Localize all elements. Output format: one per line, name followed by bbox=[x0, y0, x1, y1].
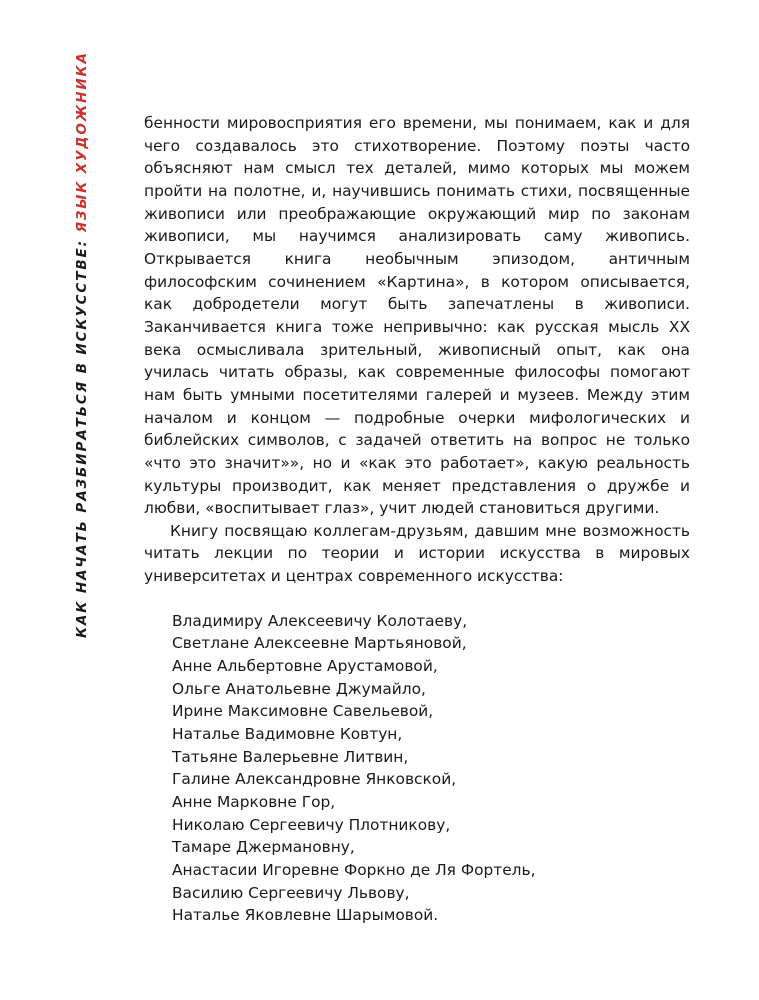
dedication-list-item: Ольге Анатольевне Джумайло, bbox=[172, 679, 426, 698]
dedication-list-item: Анне Марковне Гор, bbox=[172, 793, 336, 812]
dedication-list-item: Василию Сергеевичу Львову, bbox=[172, 883, 410, 902]
dedication-list-item: Татьяне Валерьевне Литвин, bbox=[172, 747, 409, 766]
paragraph-intro-continuation: бенности мировосприятия его времени, мы понимаем, как и для чего создавалось это стихотворение. Поэтому поэты часто объясняют нам смысл тех деталей, мимо которых мы можем пройти на полотне, и, научившись понимать стихи, посвященные живописи или преображающие окружающий мир по законам живописи, мы научимся анализировать саму живопись. Открывается книга необычным эпизодом, античным философским сочинением «Картина», в котором описывается, как добродетели могут быть запечатлены в живописи. Заканчивается книга тоже непривычно: как русская мысль XX века осмысливала зрительный, живописный опыт, как она училась читать образы, как современные философы помогают нам быть умными посетителями галерей и музеев. Между этим началом и концом — подробные очерки мифологических и библейских символов, с задачей ответить на вопрос не только «что это значит»», но и «как это работает», какую реальность культуры производит, как меняет представления о дружбе и любви, «воспитывает глаз», учит людей становиться другими. bbox=[144, 114, 690, 518]
dedication-list-item: Анне Альбертовне Арустамовой, bbox=[172, 657, 438, 676]
paragraph-dedication-intro: Книгу посвящаю коллегам-друзьям, давшим мне возможность читать лекции по теории и истории искусства в мировых университетах и центрах современного искусства: bbox=[144, 521, 690, 586]
dedication-list-item: Галине Александровне Янковской, bbox=[172, 770, 457, 789]
dedication-list bbox=[172, 610, 690, 927]
running-head bbox=[72, 51, 92, 638]
dedication-list-item: Владимиру Алексеевичу Колотаеву, bbox=[172, 611, 468, 630]
running-head-book-title: ЯЗЫК ХУДОЖНИКА bbox=[74, 51, 90, 233]
dedication-list-item: Анастасии Игоревне Форкно де Ля Фортель, bbox=[172, 861, 536, 879]
dedication-list-item: Наталье Вадимовне Ковтун, bbox=[172, 725, 403, 744]
dedication-list-item: Наталье Яковлевне Шарымовой. bbox=[172, 906, 439, 925]
dedication-list-item: Николаю Сергеевичу Плотникову, bbox=[172, 815, 451, 834]
running-head-series-title: КАК НАЧАТЬ РАЗБИРАТЬСЯ В ИСКУССТВЕ: bbox=[74, 239, 90, 638]
dedication-list-item: Ирине Максимовне Савельевой, bbox=[172, 702, 434, 721]
dedication-list-item: Тамаре Джермановну, bbox=[172, 838, 355, 857]
dedication-list-item: Светлане Алексеевне Мартьяновой, bbox=[172, 634, 467, 653]
page-text-block bbox=[144, 112, 690, 927]
